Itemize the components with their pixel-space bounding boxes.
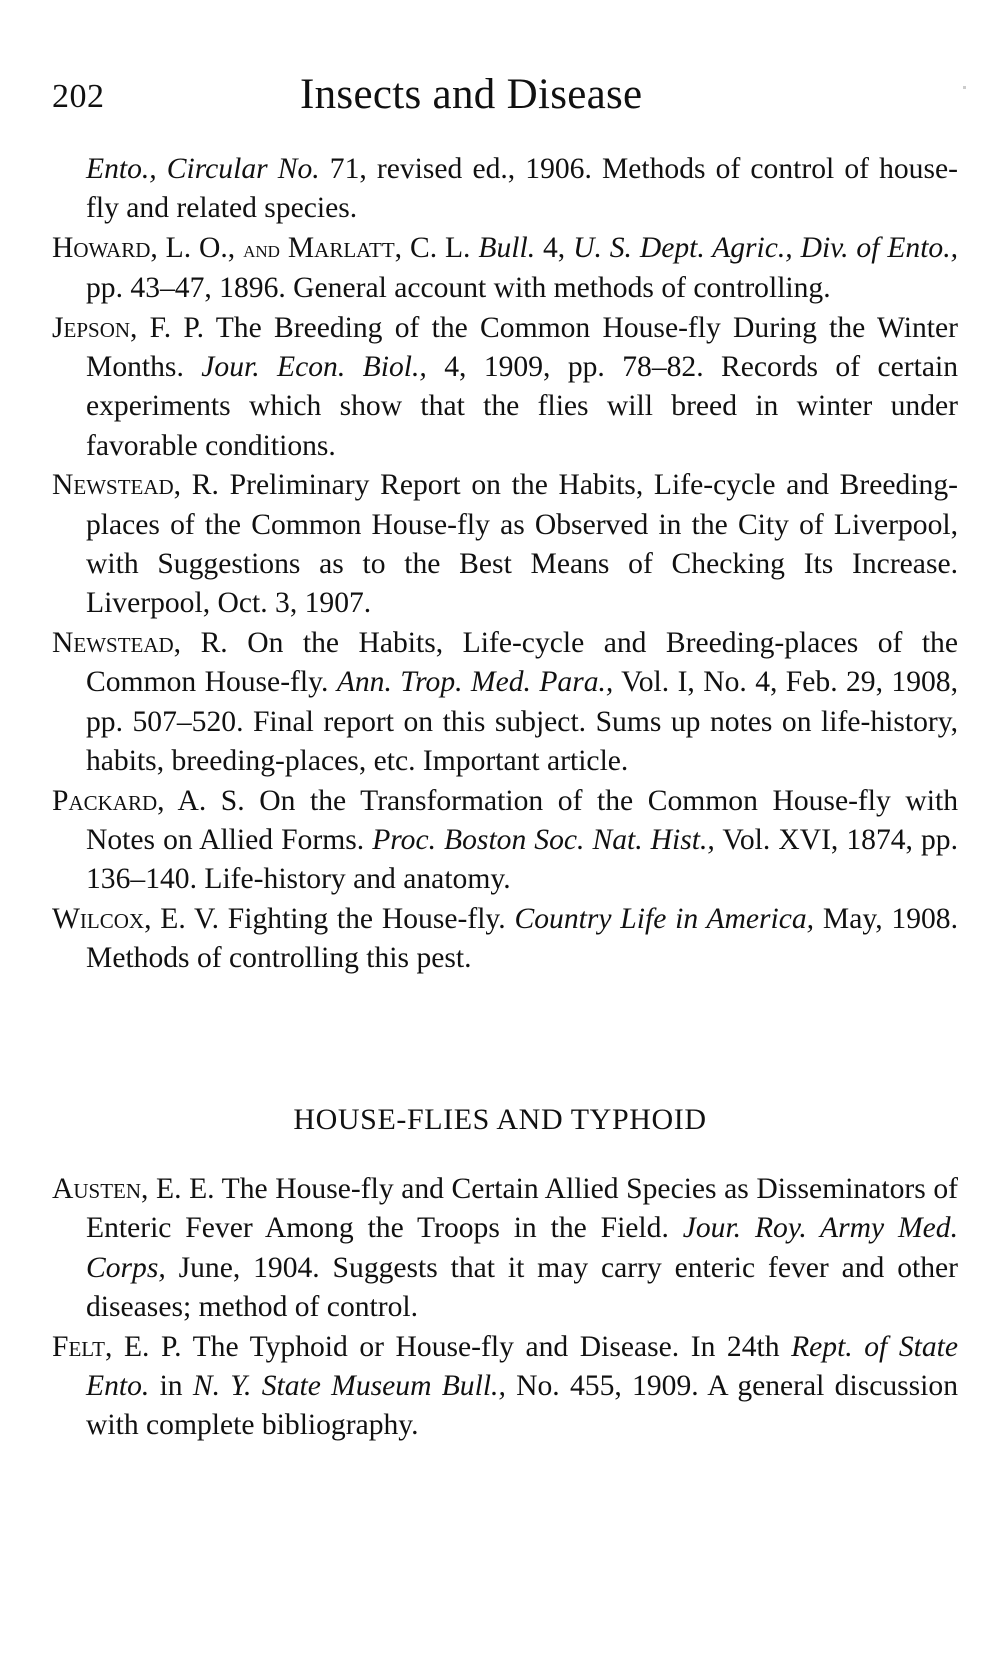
entry-details: 71, revised ed., 1906. Methods of control of house-fly and related species. bbox=[86, 153, 958, 225]
page-header bbox=[52, 70, 952, 122]
entry-source: Jour. Roy. Army Med. Corps, bbox=[86, 1212, 958, 1284]
entry-author: Newstead, R. bbox=[52, 469, 219, 502]
entry-details: in bbox=[149, 1370, 193, 1403]
entry-details: 4, 1909, pp. 78–82. Records of certain experiments which show that the flies will breed in winter under favorable conditions. bbox=[86, 351, 959, 462]
entry-author: Austen, E. E. bbox=[52, 1173, 215, 1205]
entry-details: Vol. I, No. 4, Feb. 29, 1908, pp. 507–520. Final report on this subject. Sums up notes on life-history, habits, breeding-places, etc. Important article. bbox=[86, 666, 958, 778]
entry-title: The Breeding of the Common House-fly During the Winter Months. bbox=[86, 311, 959, 384]
bibliography-entry bbox=[52, 624, 958, 782]
entry-author: Jepson, F. P. bbox=[52, 311, 205, 344]
entry-title: Fighting the House-fly. bbox=[219, 902, 515, 935]
bibliography-entry bbox=[52, 782, 958, 900]
running-title: Insects and Disease bbox=[300, 71, 643, 118]
entry-source-secondary: U. S. Dept. Agric., Div. of Ento., bbox=[573, 231, 959, 264]
entry-title: The House-fly and Certain Allied Species as Disseminators of Enteric Fever Among the Troops in the Field. bbox=[86, 1173, 959, 1245]
bibliography-entry bbox=[52, 1328, 958, 1446]
entry-author: Wilcox, E. V. bbox=[52, 902, 219, 935]
entry-details: May, 1908. Methods of controlling this pest. bbox=[86, 902, 959, 975]
bibliography-entry bbox=[52, 466, 958, 624]
entry-source: Rept. of State Ento. bbox=[86, 1330, 958, 1403]
bibliography-list bbox=[52, 150, 958, 979]
entry-details: Vol. XVI, 1874, pp. 136–140. Life-history and anatomy. bbox=[86, 823, 958, 896]
margin-speck bbox=[963, 86, 966, 89]
entry-title: Preliminary Report on the Habits, Life-cycle and Breeding-places of the Common House-fly as Observed in the City of Liverpool, with Suggestions as to the Best Means of Checking Its Increase. Liverpool, Oct. 3, 1907. bbox=[86, 469, 958, 620]
entry-title: On the Habits, Life-cycle and Breeding-places of the Common House-fly. bbox=[86, 626, 958, 699]
bibliography-list-typhoid bbox=[52, 1170, 958, 1446]
bibliography-entry bbox=[52, 900, 958, 979]
bibliography-entry bbox=[52, 309, 958, 467]
entry-details: 4, bbox=[535, 231, 574, 264]
entry-author: Newstead, R. bbox=[52, 626, 228, 659]
entry-details-secondary: pp. 43–47, 1896. General account with methods of controlling. bbox=[86, 272, 831, 305]
entry-author: Howard, L. O., bbox=[52, 231, 244, 264]
entry-source: Ento., Circular No. bbox=[86, 153, 320, 185]
entry-author-connector: and bbox=[243, 235, 280, 263]
entry-title: The Typhoid or House-fly and Disease. In 24th bbox=[181, 1330, 792, 1363]
entry-source: Ann. Trop. Med. Para., bbox=[336, 666, 614, 699]
bibliography-entry bbox=[52, 229, 958, 309]
entry-author: Felt, E. P. bbox=[52, 1330, 182, 1363]
entry-details: June, 1904. Suggests that it may carry enteric fever and other diseases; method of control. bbox=[86, 1251, 958, 1324]
entry-source: Bull. bbox=[478, 231, 536, 264]
entry-details-secondary: No. 455, 1909. A general discussion with complete bibliography. bbox=[86, 1370, 958, 1442]
entry-source: Country Life in America, bbox=[514, 902, 815, 935]
page-number: 202 bbox=[52, 78, 105, 115]
bibliography-entry bbox=[52, 150, 958, 229]
entry-source: Jour. Econ. Biol., bbox=[201, 351, 427, 384]
entry-coauthor: Marlatt, C. L. bbox=[279, 231, 471, 264]
entry-source-secondary: N. Y. State Museum Bull., bbox=[192, 1370, 506, 1403]
entry-source: Proc. Boston Soc. Nat. Hist., bbox=[372, 823, 715, 856]
section-heading: HOUSE-FLIES AND TYPHOID bbox=[293, 1103, 707, 1136]
bibliography-entry bbox=[52, 1170, 958, 1328]
entry-author: Packard, A. S. bbox=[52, 784, 245, 817]
entry-title: On the Transformation of the Common House-fly with Notes on Allied Forms. bbox=[86, 784, 958, 856]
